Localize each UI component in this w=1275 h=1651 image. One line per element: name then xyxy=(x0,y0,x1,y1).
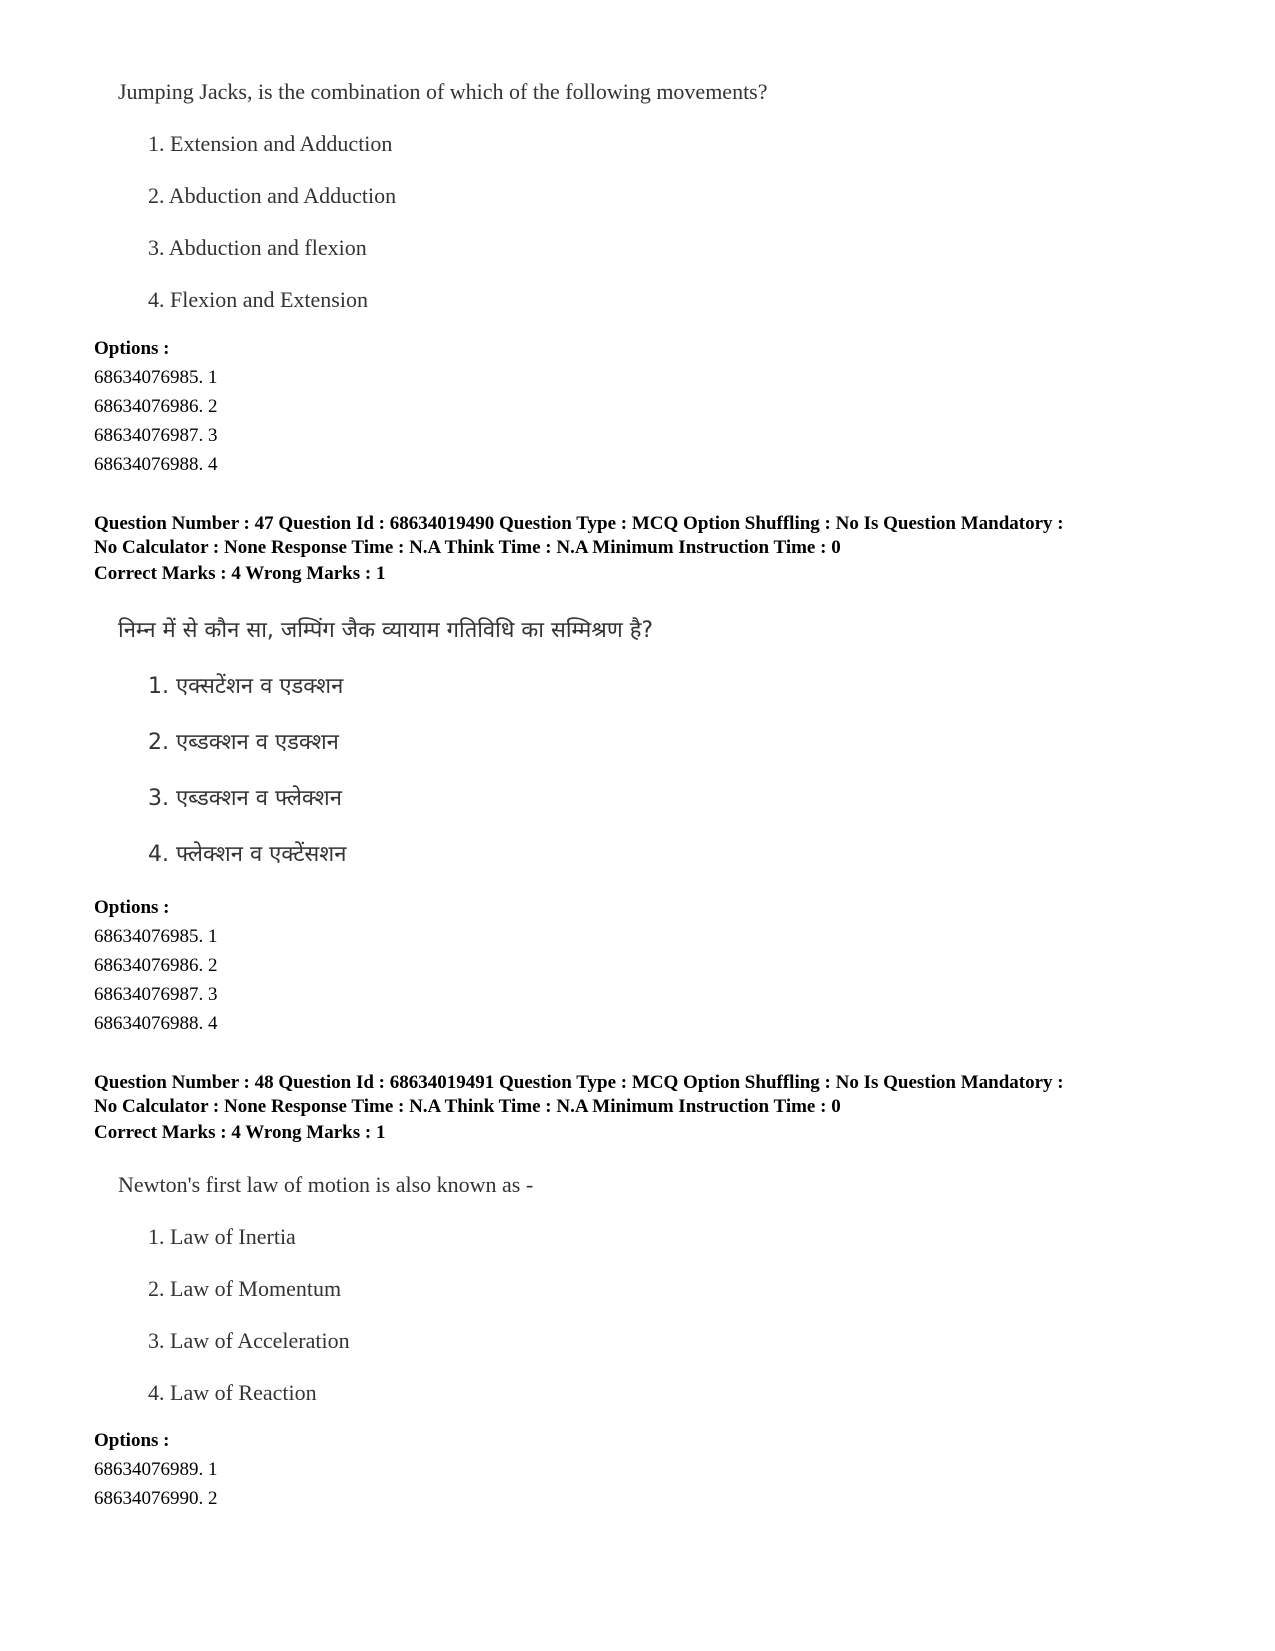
question-47-marks: Correct Marks : 4 Wrong Marks : 1 xyxy=(94,563,386,584)
question-46-choice-2: 2. Abduction and Adduction xyxy=(148,183,397,208)
question-46-choice-1: 1. Extension and Adduction xyxy=(148,131,393,156)
question-47-option-2: 68634076986. 2 xyxy=(94,955,218,976)
question-47-stem: निम्न में से कौन सा, जम्पिंग जैक व्यायाम गतिविधि का सम्मिश्रण है? xyxy=(118,618,654,643)
question-47-option-1: 68634076985. 1 xyxy=(94,926,218,947)
question-48-stem: Newton's first law of motion is also known as - xyxy=(118,1172,534,1197)
question-47-option-4: 68634076988. 4 xyxy=(94,1013,218,1034)
question-46-choices xyxy=(118,78,1118,338)
question-48-choice-2: 2. Law of Momentum xyxy=(148,1276,342,1301)
question-48-option-2: 68634076990. 2 xyxy=(94,1488,218,1509)
question-47-options-list xyxy=(94,922,218,1038)
question-46-stem: Jumping Jacks, is the combination of which of the following movements? xyxy=(118,79,768,104)
question-46-option-4: 68634076988. 4 xyxy=(94,454,218,475)
question-46-option-2: 68634076986. 2 xyxy=(94,396,218,417)
question-48-option-1: 68634076989. 1 xyxy=(94,1459,218,1480)
question-48-choice-1: 1. Law of Inertia xyxy=(148,1224,296,1249)
question-48-options-list xyxy=(94,1455,218,1513)
question-47-meta-line-2: No Calculator : None Response Time : N.A Think Time : N.A Minimum Instruction Time : 0 xyxy=(94,537,841,558)
question-46-choice-4: 4. Flexion and Extension xyxy=(148,287,368,312)
question-48-options-label: Options : xyxy=(94,1430,170,1451)
question-48-choice-3: 3. Law of Acceleration xyxy=(148,1328,350,1353)
question-48-meta xyxy=(94,1071,1214,1119)
question-46-options-list xyxy=(94,363,218,479)
question-47-choice-3: 3. एब्डक्शन व फ्लेक्शन xyxy=(148,786,342,811)
question-47-options-label: Options : xyxy=(94,897,170,918)
question-46-options-label: Options : xyxy=(94,338,170,359)
question-47-stem-block xyxy=(118,617,1118,877)
question-47-choice-4: 4. फ्लेक्शन व एक्टेंसशन xyxy=(148,842,347,867)
question-47-choice-1: 1. एक्सटेंशन व एडक्शन xyxy=(148,674,344,699)
question-48-marks: Correct Marks : 4 Wrong Marks : 1 xyxy=(94,1122,386,1143)
question-48-meta-line-2: No Calculator : None Response Time : N.A Think Time : N.A Minimum Instruction Time : 0 xyxy=(94,1096,841,1117)
question-47-option-3: 68634076987. 3 xyxy=(94,984,218,1005)
question-47-choice-2: 2. एब्डक्शन व एडक्शन xyxy=(148,730,339,755)
question-46-choice-3: 3. Abduction and flexion xyxy=(148,235,367,260)
question-48-meta-line-1: Question Number : 48 Question Id : 68634019491 Question Type : MCQ Option Shuffling : No Is Question Mandatory : xyxy=(94,1072,1064,1093)
question-46-option-3: 68634076987. 3 xyxy=(94,425,218,446)
question-47-meta xyxy=(94,512,1214,560)
question-47-meta-line-1: Question Number : 47 Question Id : 68634019490 Question Type : MCQ Option Shuffling : No Is Question Mandatory : xyxy=(94,513,1064,534)
question-48-stem-block xyxy=(118,1171,1118,1431)
question-48-choice-4: 4. Law of Reaction xyxy=(148,1380,317,1405)
question-46-option-1: 68634076985. 1 xyxy=(94,367,218,388)
